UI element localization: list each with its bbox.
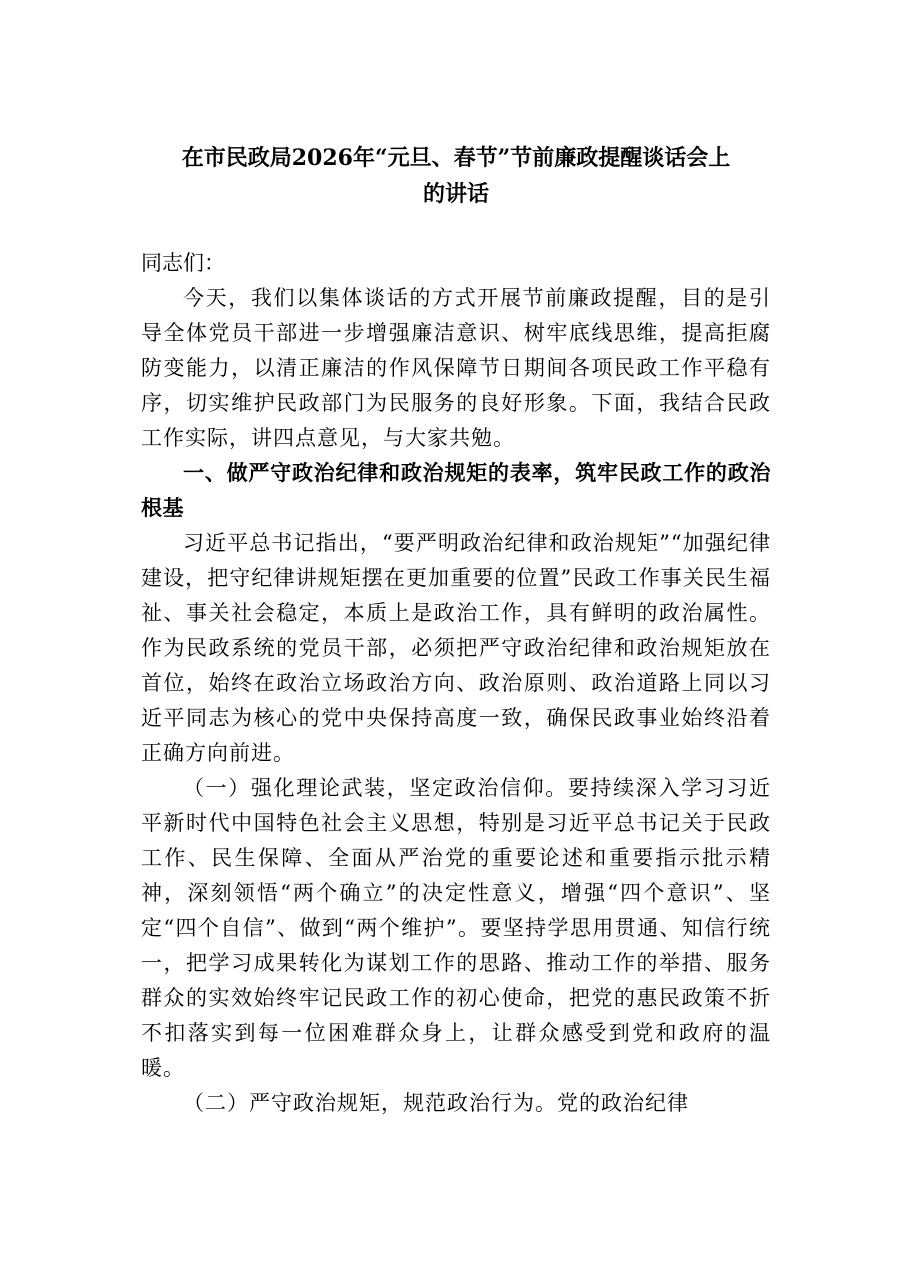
- document-page: [141, 140, 771, 1121]
- title-line-2: 的讲话: [422, 181, 489, 207]
- subsection-1-paragraph: （一）强化理论武装，坚定政治信仰。要持续深入学习习近平新时代中国特色社会主义思想，特别是习近平总书记关于民政工作、民生保障、全面从严治党的重要论述和重要指示批示精神，深刻领悟“两个确立”的决定性意义，增强“四个意识”、坚定“四个自信”、做到“两个维护”。要坚持学思用贯通、知信行统一，把学习成果转化为谋划工作的思路、推动工作的举措、服务群众的实效始终牢记民政工作的初心使命，把党的惠民政策不折不扣落实到每一位困难群众身上，让群众感受到党和政府的温暖。: [141, 776, 771, 1080]
- section-1-paragraph: 习近平总书记指出，“要严明政治纪律和政治规矩”“加强纪律建设，把守纪律讲规矩摆在更加重要的位置”民政工作事关民生福祉、事关社会稳定，本质上是政治工作，具有鲜明的政治属性。作为民政系统的党员干部，必须把严守政治纪律和政治规矩放在首位，始终在政治立场政治方向、政治原则、政治道路上同以习近平同志为核心的党中央保持高度一致，确保民政事业始终沿着正确方向前进。: [141, 531, 771, 765]
- subsection-2-paragraph: （二）严守政治规矩，规范政治行为。党的政治纪律: [183, 1091, 689, 1115]
- greeting: 同志们：: [141, 251, 225, 275]
- title-line-1: 在市民政局2026年“元旦、春节”节前廉政提醒谈话会上: [181, 145, 731, 171]
- intro-paragraph: 今天，我们以集体谈话的方式开展节前廉政提醒，目的是引导全体党员干部进一步增强廉洁意识、树牢底线思维，提高拒腐防变能力，以清正廉洁的作风保障节日期间各项民政工作平稳有序，切实维护民政部门为民服务的良好形象。下面，我结合民政工作实际，讲四点意见，与大家共勉。: [141, 286, 771, 450]
- section-heading-1: 一、做严守政治纪律和政治规矩的表率，筑牢民政工作的政治根基: [141, 461, 771, 520]
- document-title: [141, 140, 771, 212]
